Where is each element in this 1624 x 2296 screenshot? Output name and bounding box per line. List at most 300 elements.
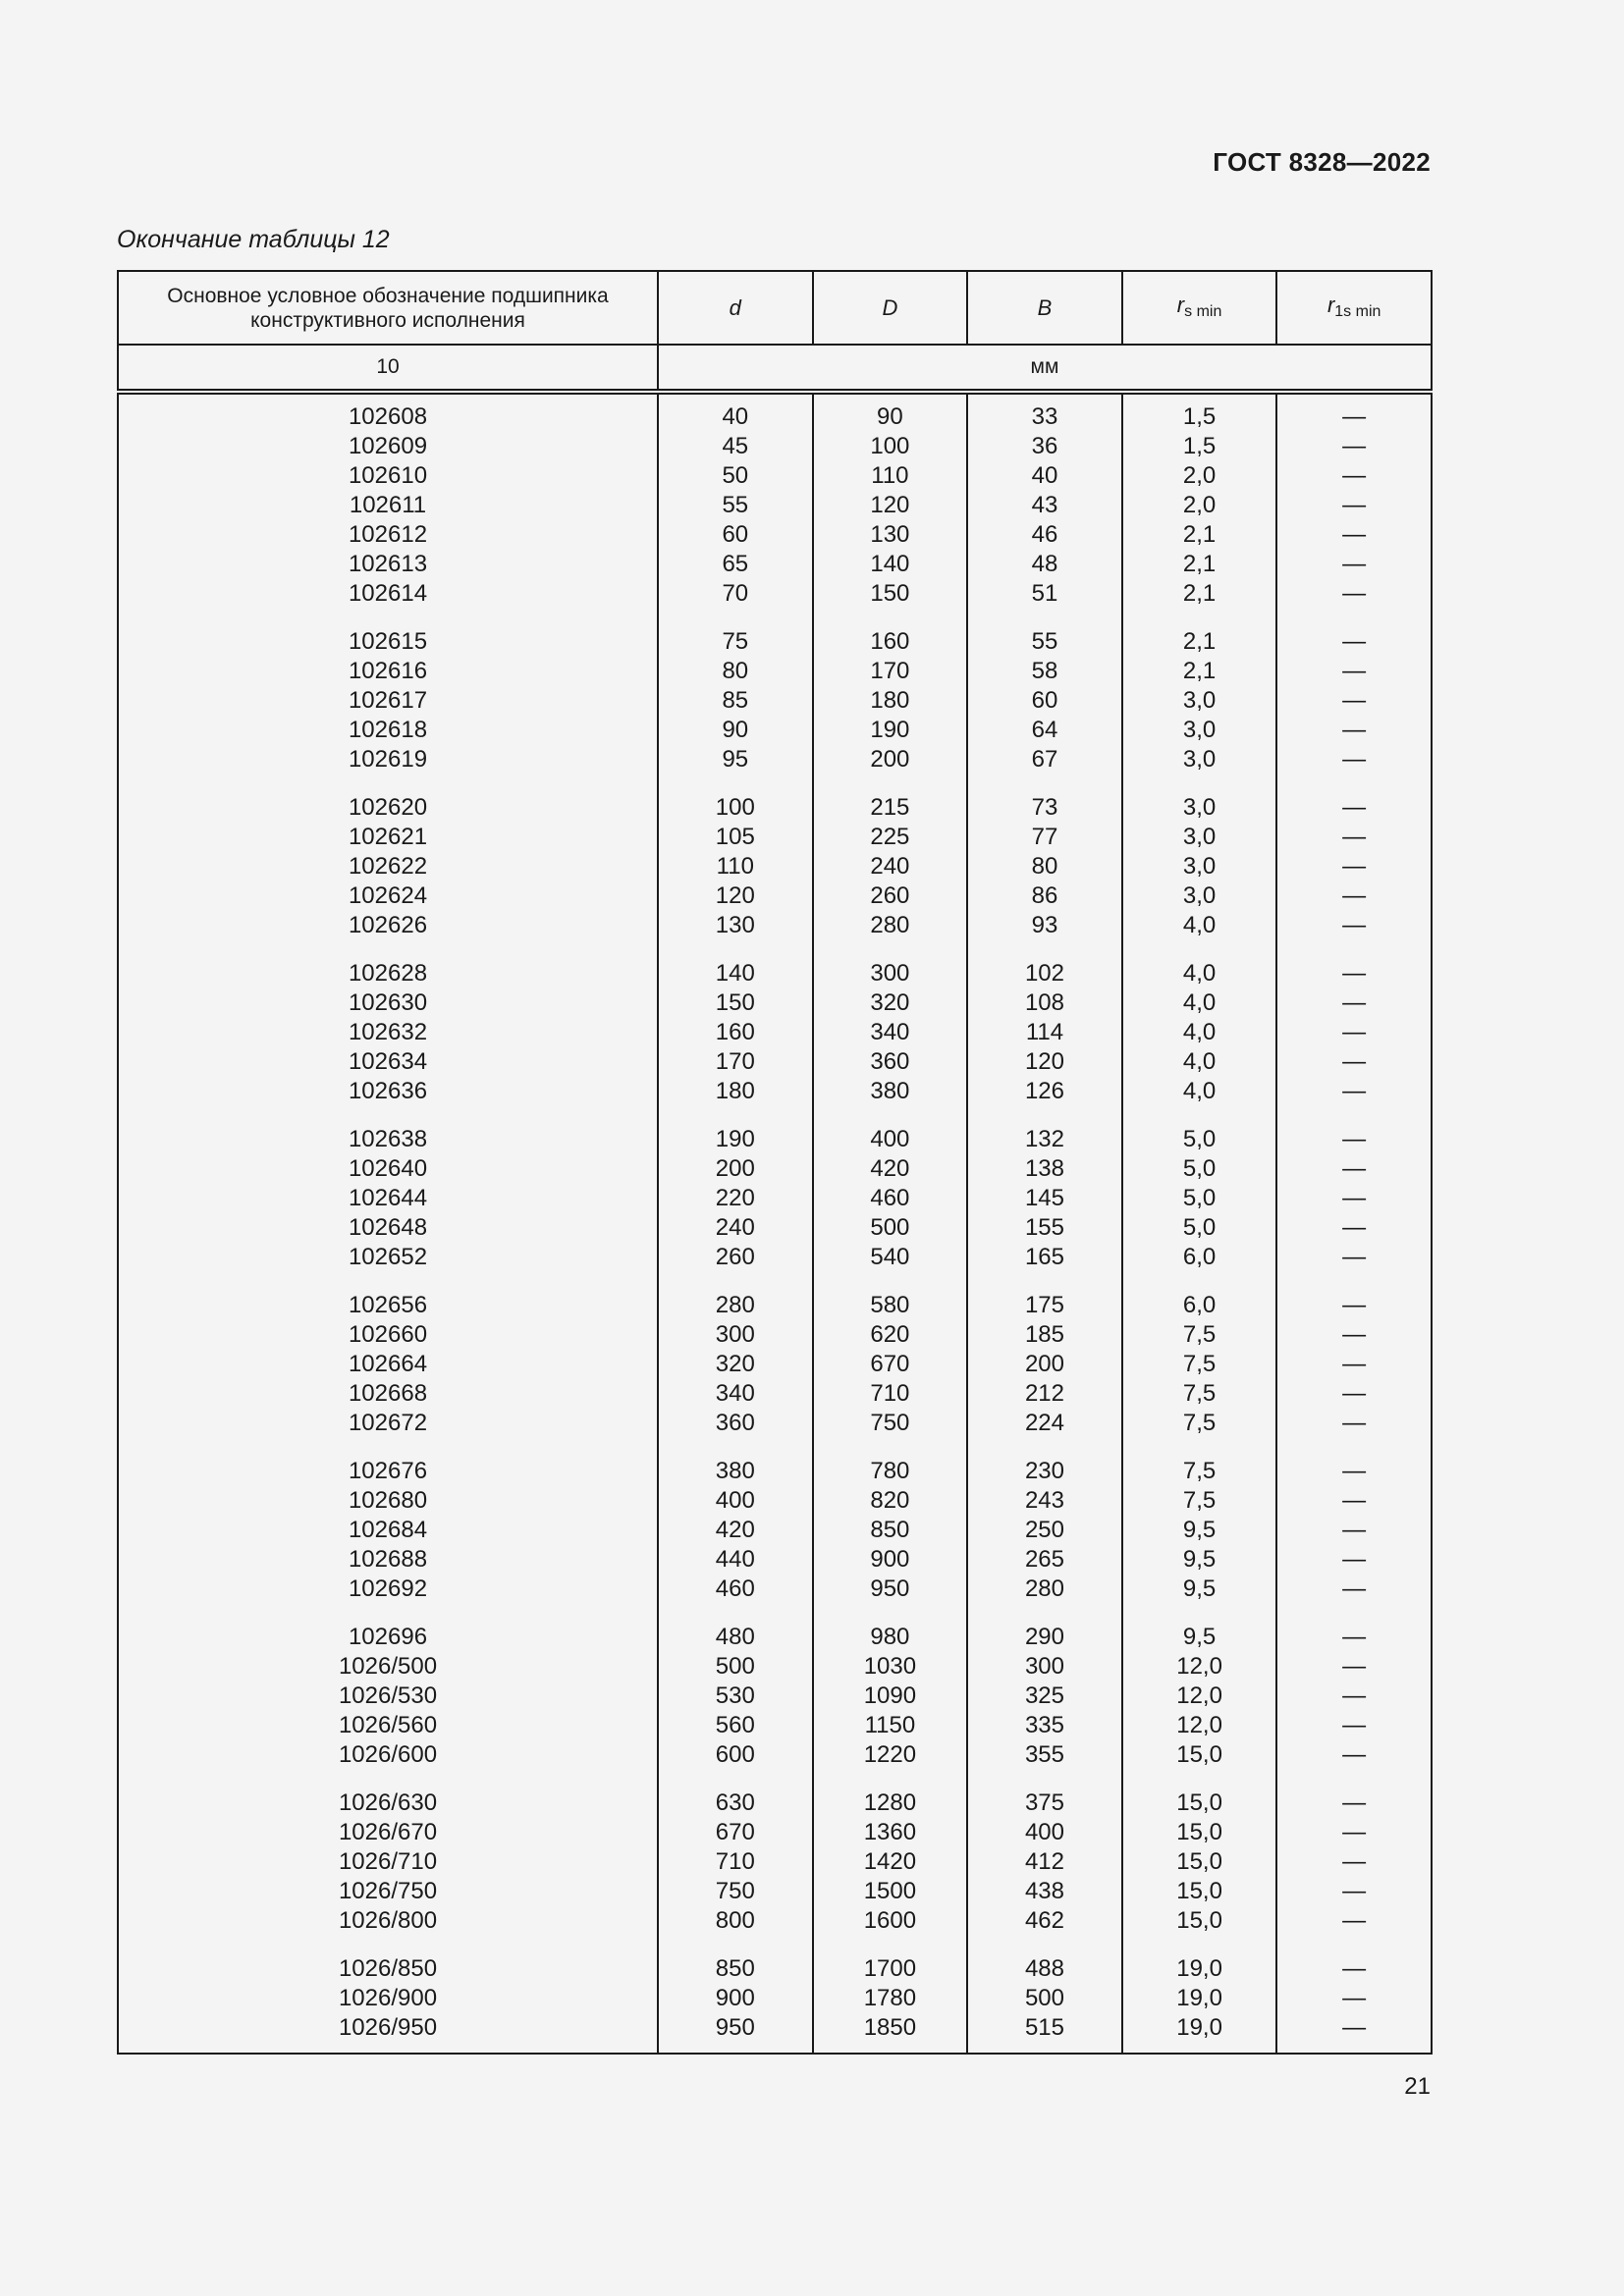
cell-designation: 102692: [118, 1575, 658, 1604]
cell-B: 224: [967, 1409, 1122, 1438]
cell-d: 320: [658, 1350, 813, 1379]
cell-B: 212: [967, 1379, 1122, 1409]
cell-D: 380: [813, 1077, 968, 1106]
cell-D: 750: [813, 1409, 968, 1438]
table-row: [118, 1711, 1432, 1740]
cell-d: 90: [658, 716, 813, 745]
cell-B: 175: [967, 1291, 1122, 1320]
cell-r1s-min: —: [1276, 550, 1432, 579]
cell-r1s-min: —: [1276, 716, 1432, 745]
cell-rs-min: 3,0: [1122, 686, 1277, 716]
table-row: [118, 959, 1432, 988]
cell-d: 600: [658, 1740, 813, 1770]
cell-D: 190: [813, 716, 968, 745]
bearing-dimensions-table: [117, 270, 1433, 2055]
cell-D: 90: [813, 392, 968, 432]
cell-d: 170: [658, 1047, 813, 1077]
table-row: [118, 1379, 1432, 1409]
table-row: [118, 550, 1432, 579]
cell-d: 95: [658, 745, 813, 774]
table-row: [118, 1243, 1432, 1272]
cell-designation: 102608: [118, 392, 658, 432]
separator-cell: [658, 774, 813, 793]
table-row: [118, 745, 1432, 774]
cell-d: 670: [658, 1818, 813, 1847]
cell-designation: 102668: [118, 1379, 658, 1409]
cell-r1s-min: —: [1276, 2013, 1432, 2054]
cell-r1s-min: —: [1276, 461, 1432, 491]
cell-d: 130: [658, 911, 813, 940]
cell-designation: 102610: [118, 461, 658, 491]
cell-D: 360: [813, 1047, 968, 1077]
separator-cell: [967, 609, 1122, 627]
cell-r1s-min: —: [1276, 881, 1432, 911]
cell-D: 1220: [813, 1740, 968, 1770]
cell-rs-min: 5,0: [1122, 1184, 1277, 1213]
separator-cell: [1122, 1604, 1277, 1623]
cell-B: 60: [967, 686, 1122, 716]
cell-rs-min: 1,5: [1122, 392, 1277, 432]
cell-designation: 102621: [118, 823, 658, 852]
cell-rs-min: 7,5: [1122, 1320, 1277, 1350]
cell-D: 1150: [813, 1711, 968, 1740]
group-separator: [118, 1604, 1432, 1623]
separator-cell: [1122, 1438, 1277, 1457]
table-row: [118, 716, 1432, 745]
cell-D: 1360: [813, 1818, 968, 1847]
separator-cell: [1122, 1936, 1277, 1954]
cell-d: 280: [658, 1291, 813, 1320]
separator-cell: [1276, 774, 1432, 793]
cell-D: 260: [813, 881, 968, 911]
cell-designation: 102696: [118, 1623, 658, 1652]
separator-cell: [1122, 1272, 1277, 1291]
cell-designation: 102660: [118, 1320, 658, 1350]
group-separator: [118, 1106, 1432, 1125]
separator-cell: [967, 1272, 1122, 1291]
cell-r1s-min: —: [1276, 1320, 1432, 1350]
group-separator: [118, 609, 1432, 627]
separator-cell: [1122, 774, 1277, 793]
cell-D: 1700: [813, 1954, 968, 1984]
cell-D: 140: [813, 550, 968, 579]
cell-d: 800: [658, 1906, 813, 1936]
separator-cell: [118, 1272, 658, 1291]
cell-designation: 1026/630: [118, 1789, 658, 1818]
table-row: [118, 1516, 1432, 1545]
cell-D: 225: [813, 823, 968, 852]
column-header-D: [813, 271, 968, 345]
cell-D: 240: [813, 852, 968, 881]
cell-D: 620: [813, 1320, 968, 1350]
cell-d: 85: [658, 686, 813, 716]
table-row: [118, 823, 1432, 852]
cell-rs-min: 5,0: [1122, 1154, 1277, 1184]
table-row: [118, 1818, 1432, 1847]
separator-cell: [1276, 1272, 1432, 1291]
cell-d: 45: [658, 432, 813, 461]
cell-rs-min: 5,0: [1122, 1125, 1277, 1154]
table-row: [118, 1409, 1432, 1438]
cell-r1s-min: —: [1276, 823, 1432, 852]
cell-r1s-min: —: [1276, 1350, 1432, 1379]
cell-rs-min: 4,0: [1122, 1018, 1277, 1047]
cell-d: 60: [658, 520, 813, 550]
cell-rs-min: 15,0: [1122, 1789, 1277, 1818]
column-header-D-text: D: [882, 295, 898, 320]
cell-D: 900: [813, 1545, 968, 1575]
cell-r1s-min: —: [1276, 1125, 1432, 1154]
cell-d: 500: [658, 1652, 813, 1682]
cell-r1s-min: —: [1276, 432, 1432, 461]
group-separator: [118, 1936, 1432, 1954]
cell-d: 460: [658, 1575, 813, 1604]
cell-designation: 102684: [118, 1516, 658, 1545]
unit-row-code: 10: [118, 345, 658, 392]
separator-cell: [658, 1106, 813, 1125]
table-row: [118, 392, 1432, 432]
cell-designation: 102620: [118, 793, 658, 823]
cell-r1s-min: —: [1276, 988, 1432, 1018]
cell-B: 200: [967, 1350, 1122, 1379]
group-separator: [118, 774, 1432, 793]
cell-r1s-min: —: [1276, 1486, 1432, 1516]
cell-D: 200: [813, 745, 968, 774]
table-row: [118, 1291, 1432, 1320]
cell-d: 850: [658, 1954, 813, 1984]
cell-designation: 102652: [118, 1243, 658, 1272]
cell-r1s-min: —: [1276, 1457, 1432, 1486]
cell-D: 1600: [813, 1906, 968, 1936]
cell-designation: 102648: [118, 1213, 658, 1243]
cell-d: 380: [658, 1457, 813, 1486]
separator-cell: [813, 1936, 968, 1954]
cell-rs-min: 15,0: [1122, 1906, 1277, 1936]
cell-B: 515: [967, 2013, 1122, 2054]
cell-rs-min: 15,0: [1122, 1847, 1277, 1877]
cell-B: 108: [967, 988, 1122, 1018]
cell-r1s-min: —: [1276, 1682, 1432, 1711]
cell-d: 140: [658, 959, 813, 988]
separator-cell: [658, 1936, 813, 1954]
cell-rs-min: 2,0: [1122, 461, 1277, 491]
cell-D: 980: [813, 1623, 968, 1652]
cell-B: 438: [967, 1877, 1122, 1906]
cell-r1s-min: —: [1276, 1213, 1432, 1243]
cell-rs-min: 7,5: [1122, 1379, 1277, 1409]
cell-D: 340: [813, 1018, 968, 1047]
separator-cell: [118, 774, 658, 793]
separator-cell: [118, 940, 658, 959]
table-row: [118, 1984, 1432, 2013]
cell-r1s-min: —: [1276, 686, 1432, 716]
cell-B: 325: [967, 1682, 1122, 1711]
cell-designation: 102688: [118, 1545, 658, 1575]
column-header-rs-min-subscript: s min: [1184, 302, 1222, 320]
cell-rs-min: 4,0: [1122, 1077, 1277, 1106]
table-row: [118, 1682, 1432, 1711]
table-row: [118, 1652, 1432, 1682]
cell-B: 155: [967, 1213, 1122, 1243]
separator-cell: [118, 1106, 658, 1125]
cell-r1s-min: —: [1276, 1623, 1432, 1652]
cell-B: 280: [967, 1575, 1122, 1604]
cell-B: 67: [967, 745, 1122, 774]
cell-D: 1280: [813, 1789, 968, 1818]
separator-cell: [813, 1106, 968, 1125]
cell-B: 250: [967, 1516, 1122, 1545]
cell-r1s-min: —: [1276, 1575, 1432, 1604]
cell-r1s-min: —: [1276, 1652, 1432, 1682]
cell-r1s-min: —: [1276, 1243, 1432, 1272]
cell-D: 280: [813, 911, 968, 940]
cell-rs-min: 12,0: [1122, 1682, 1277, 1711]
cell-D: 400: [813, 1125, 968, 1154]
cell-d: 630: [658, 1789, 813, 1818]
cell-B: 40: [967, 461, 1122, 491]
cell-rs-min: 5,0: [1122, 1213, 1277, 1243]
cell-B: 243: [967, 1486, 1122, 1516]
table-row: [118, 1213, 1432, 1243]
cell-rs-min: 2,1: [1122, 627, 1277, 657]
table-row: [118, 1575, 1432, 1604]
cell-B: 86: [967, 881, 1122, 911]
cell-designation: 1026/600: [118, 1740, 658, 1770]
table-row: [118, 1545, 1432, 1575]
cell-B: 265: [967, 1545, 1122, 1575]
cell-D: 180: [813, 686, 968, 716]
separator-cell: [118, 1438, 658, 1457]
cell-D: 820: [813, 1486, 968, 1516]
cell-D: 320: [813, 988, 968, 1018]
separator-cell: [658, 940, 813, 959]
cell-rs-min: 9,5: [1122, 1516, 1277, 1545]
separator-cell: [813, 1770, 968, 1789]
cell-designation: 102614: [118, 579, 658, 609]
cell-B: 77: [967, 823, 1122, 852]
cell-d: 100: [658, 793, 813, 823]
cell-r1s-min: —: [1276, 1077, 1432, 1106]
cell-d: 220: [658, 1184, 813, 1213]
separator-cell: [967, 1936, 1122, 1954]
cell-D: 460: [813, 1184, 968, 1213]
unit-row-unit: мм: [658, 345, 1432, 392]
cell-designation: 102638: [118, 1125, 658, 1154]
cell-r1s-min: —: [1276, 1906, 1432, 1936]
table-row: [118, 1320, 1432, 1350]
cell-designation: 1026/500: [118, 1652, 658, 1682]
cell-r1s-min: —: [1276, 745, 1432, 774]
cell-rs-min: 6,0: [1122, 1243, 1277, 1272]
table-row: [118, 1154, 1432, 1184]
cell-designation: 102615: [118, 627, 658, 657]
table-caption: Окончание таблицы 12: [117, 226, 390, 253]
cell-d: 420: [658, 1516, 813, 1545]
cell-D: 500: [813, 1213, 968, 1243]
cell-B: 132: [967, 1125, 1122, 1154]
cell-B: 55: [967, 627, 1122, 657]
cell-rs-min: 2,1: [1122, 579, 1277, 609]
separator-cell: [1122, 1106, 1277, 1125]
cell-B: 488: [967, 1954, 1122, 1984]
cell-rs-min: 19,0: [1122, 1984, 1277, 2013]
cell-r1s-min: —: [1276, 1789, 1432, 1818]
cell-d: 40: [658, 392, 813, 432]
cell-r1s-min: —: [1276, 1154, 1432, 1184]
table-row: [118, 1350, 1432, 1379]
table-row: [118, 1906, 1432, 1936]
cell-rs-min: 7,5: [1122, 1409, 1277, 1438]
separator-cell: [813, 1438, 968, 1457]
cell-d: 260: [658, 1243, 813, 1272]
group-separator: [118, 1770, 1432, 1789]
table-row: [118, 911, 1432, 940]
cell-d: 900: [658, 1984, 813, 2013]
cell-designation: 102634: [118, 1047, 658, 1077]
cell-B: 114: [967, 1018, 1122, 1047]
cell-D: 1420: [813, 1847, 968, 1877]
cell-d: 150: [658, 988, 813, 1018]
cell-d: 950: [658, 2013, 813, 2054]
cell-d: 190: [658, 1125, 813, 1154]
cell-r1s-min: —: [1276, 1379, 1432, 1409]
cell-r1s-min: —: [1276, 959, 1432, 988]
cell-r1s-min: —: [1276, 1740, 1432, 1770]
cell-designation: 102611: [118, 491, 658, 520]
column-header-B: [967, 271, 1122, 345]
cell-designation: 102618: [118, 716, 658, 745]
cell-B: 102: [967, 959, 1122, 988]
separator-cell: [118, 609, 658, 627]
cell-d: 80: [658, 657, 813, 686]
group-separator: [118, 940, 1432, 959]
separator-cell: [967, 1438, 1122, 1457]
cell-D: 1500: [813, 1877, 968, 1906]
table-row: [118, 520, 1432, 550]
separator-cell: [967, 940, 1122, 959]
cell-d: 560: [658, 1711, 813, 1740]
table-row: [118, 988, 1432, 1018]
cell-rs-min: 3,0: [1122, 852, 1277, 881]
cell-D: 130: [813, 520, 968, 550]
cell-B: 43: [967, 491, 1122, 520]
cell-B: 80: [967, 852, 1122, 881]
cell-r1s-min: —: [1276, 1047, 1432, 1077]
cell-d: 75: [658, 627, 813, 657]
cell-designation: 102640: [118, 1154, 658, 1184]
cell-rs-min: 9,5: [1122, 1623, 1277, 1652]
table-row: [118, 1877, 1432, 1906]
cell-designation: 1026/670: [118, 1818, 658, 1847]
cell-rs-min: 3,0: [1122, 716, 1277, 745]
cell-r1s-min: —: [1276, 1847, 1432, 1877]
table-row: [118, 627, 1432, 657]
cell-d: 50: [658, 461, 813, 491]
document-code: ГОСТ 8328—2022: [1213, 147, 1431, 177]
table-row: [118, 852, 1432, 881]
cell-d: 200: [658, 1154, 813, 1184]
cell-rs-min: 7,5: [1122, 1457, 1277, 1486]
cell-d: 750: [658, 1877, 813, 1906]
cell-r1s-min: —: [1276, 1516, 1432, 1545]
cell-designation: 102676: [118, 1457, 658, 1486]
cell-d: 340: [658, 1379, 813, 1409]
cell-B: 412: [967, 1847, 1122, 1877]
cell-B: 375: [967, 1789, 1122, 1818]
separator-cell: [118, 1936, 658, 1954]
cell-rs-min: 1,5: [1122, 432, 1277, 461]
cell-rs-min: 12,0: [1122, 1652, 1277, 1682]
separator-cell: [1276, 1438, 1432, 1457]
separator-cell: [1122, 1770, 1277, 1789]
separator-cell: [1276, 1936, 1432, 1954]
separator-cell: [658, 1770, 813, 1789]
separator-cell: [813, 1604, 968, 1623]
table-row: [118, 1740, 1432, 1770]
table-row: [118, 491, 1432, 520]
separator-cell: [813, 1272, 968, 1291]
cell-rs-min: 19,0: [1122, 2013, 1277, 2054]
column-header-d: [658, 271, 813, 345]
cell-r1s-min: —: [1276, 911, 1432, 940]
cell-d: 240: [658, 1213, 813, 1243]
separator-cell: [813, 609, 968, 627]
cell-rs-min: 2,1: [1122, 550, 1277, 579]
cell-r1s-min: —: [1276, 1954, 1432, 1984]
table-row: [118, 1077, 1432, 1106]
table-row: [118, 1047, 1432, 1077]
cell-r1s-min: —: [1276, 1818, 1432, 1847]
cell-B: 500: [967, 1984, 1122, 2013]
table-body: [118, 392, 1432, 2054]
cell-r1s-min: —: [1276, 1877, 1432, 1906]
table-row: [118, 686, 1432, 716]
separator-cell: [813, 774, 968, 793]
cell-d: 160: [658, 1018, 813, 1047]
cell-rs-min: 3,0: [1122, 881, 1277, 911]
cell-designation: 1026/710: [118, 1847, 658, 1877]
cell-r1s-min: —: [1276, 627, 1432, 657]
cell-rs-min: 19,0: [1122, 1954, 1277, 1984]
separator-cell: [1276, 1770, 1432, 1789]
cell-D: 710: [813, 1379, 968, 1409]
cell-B: 290: [967, 1623, 1122, 1652]
separator-cell: [118, 1604, 658, 1623]
cell-B: 48: [967, 550, 1122, 579]
cell-rs-min: 3,0: [1122, 745, 1277, 774]
separator-cell: [813, 940, 968, 959]
separator-cell: [1122, 609, 1277, 627]
cell-D: 215: [813, 793, 968, 823]
table-row: [118, 1486, 1432, 1516]
cell-B: 462: [967, 1906, 1122, 1936]
cell-designation: 102624: [118, 881, 658, 911]
cell-d: 530: [658, 1682, 813, 1711]
cell-d: 110: [658, 852, 813, 881]
cell-D: 1850: [813, 2013, 968, 2054]
table-row: [118, 881, 1432, 911]
cell-designation: 102680: [118, 1486, 658, 1516]
cell-designation: 102626: [118, 911, 658, 940]
cell-rs-min: 2,1: [1122, 520, 1277, 550]
cell-designation: 102630: [118, 988, 658, 1018]
separator-cell: [1276, 940, 1432, 959]
cell-d: 70: [658, 579, 813, 609]
cell-d: 400: [658, 1486, 813, 1516]
cell-d: 180: [658, 1077, 813, 1106]
separator-cell: [1276, 1106, 1432, 1125]
cell-rs-min: 9,5: [1122, 1575, 1277, 1604]
